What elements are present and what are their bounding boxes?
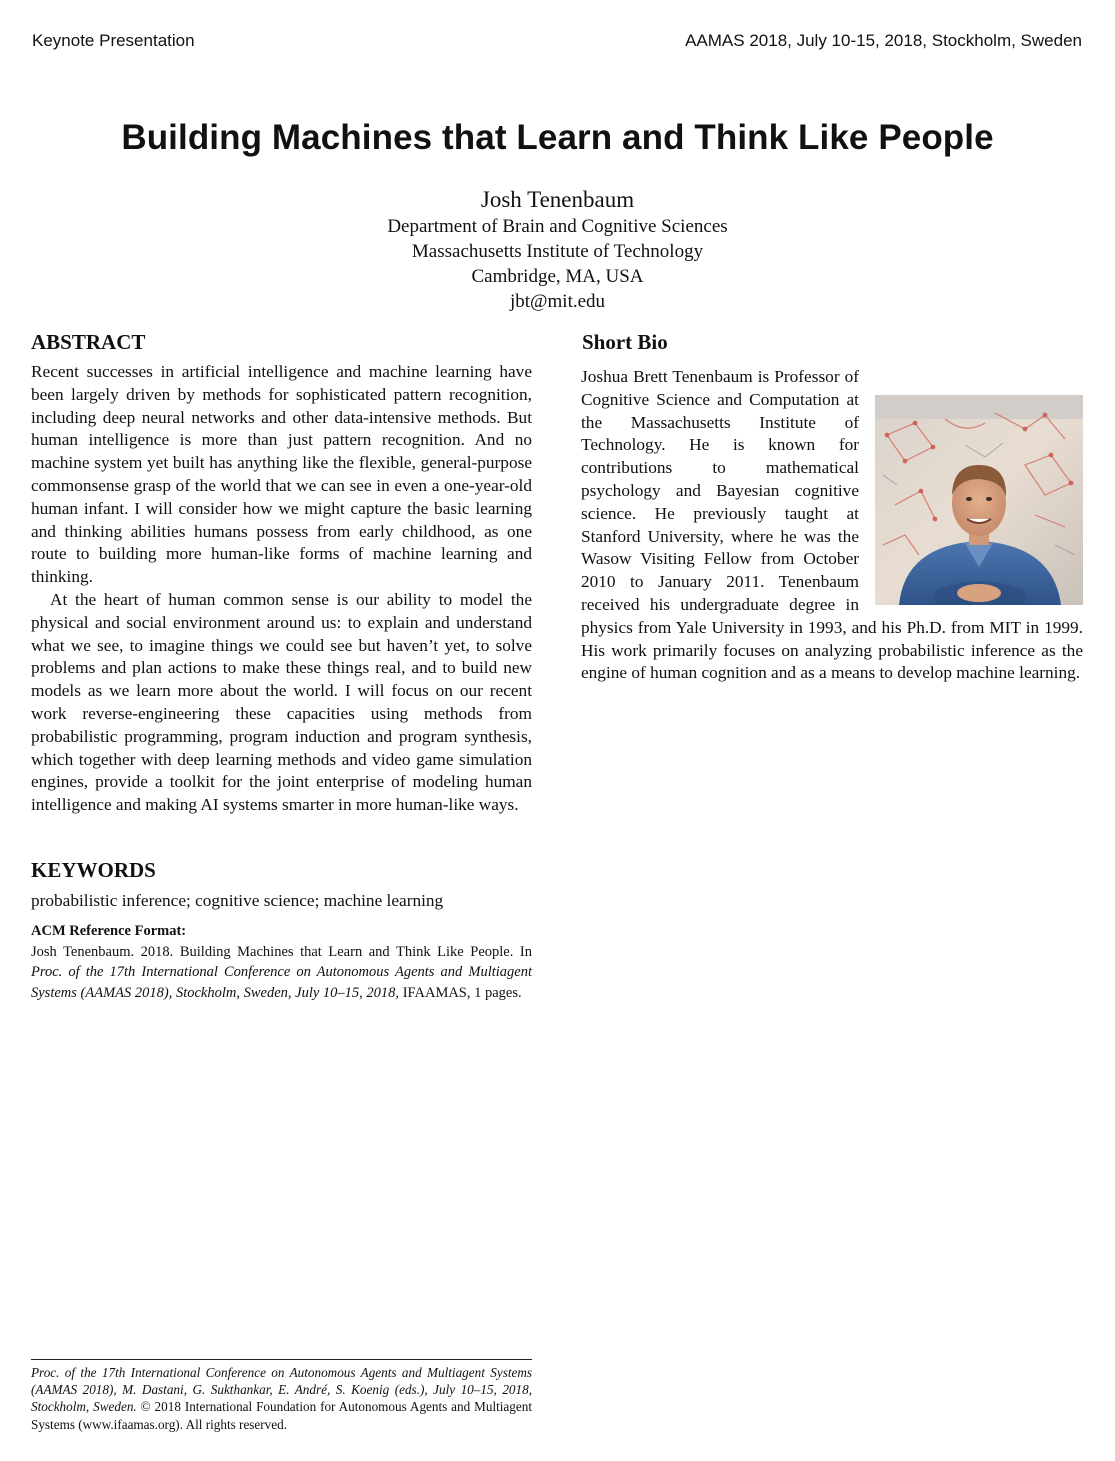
portrait-photo-icon — [875, 395, 1083, 605]
acm-reference-label: ACM Reference Format: — [31, 923, 187, 939]
author-email[interactable]: jbt@mit.edu — [509, 291, 606, 312]
footnote-plain: © 2018 International Foundation for Autonomous Agents and Multiagent Systems (www.ifaamas.org). All rights reserved. — [31, 1399, 532, 1432]
author-name: Josh Tenenbaum — [480, 187, 635, 212]
author-block — [0, 186, 1115, 314]
acm-reference-venue: Proc. of the 17th International Conference on Autonomous Agents and Multiagent Systems (AAMAS 2018), Stockholm, Sweden, July 10–15, 2018, — [31, 964, 532, 1001]
author-department: Department of Brain and Cognitive Sciences — [387, 216, 728, 237]
running-head-right: AAMAS 2018, July 10-15, 2018, Stockholm, Sweden — [685, 31, 1082, 50]
keywords-heading: KEYWORDS — [31, 858, 156, 882]
portrait-photo-illustration — [875, 395, 1083, 605]
bio-heading: Short Bio — [582, 330, 668, 354]
footnote-rule — [31, 1359, 532, 1360]
footnote-italic: Proc. of the 17th International Conference on Autonomous Agents and Multiagent Systems (AAMAS 2018), M. Dastani, G. Sukthankar, E. André, S. Koenig (eds.), July 10–15, 2018, Stockholm, Sweden. — [31, 1365, 532, 1415]
paper-title: Building Machines that Learn and Think Like People — [121, 118, 994, 157]
keywords-text: probabilistic inference; cognitive science; machine learning — [31, 891, 444, 910]
bio-body — [581, 366, 1083, 685]
acm-reference — [31, 921, 532, 1003]
abstract-body — [31, 361, 532, 817]
author-institution: Massachusetts Institute of Technology — [411, 241, 704, 262]
acm-reference-text — [31, 944, 532, 1001]
acm-reference-lead: Josh Tenenbaum. 2018. Building Machines that Learn and Think Like People. In — [31, 943, 532, 960]
abstract-paragraph-2: At the heart of human common sense is our ability to model the physical and social environment around us: to explain and understand what we see, to imagine things we could see but haven’t yet, to solve problems and plan actions to make these things real, and to build new models as we learn more about the world. I will focus on our recent work reverse-engineering these capacities using methods from probabilistic programming, program induction and program synthesis, which together with deep learning methods and video game simulation engines, provide a toolkit for the joint enterprise of modeling human intelligence and making AI systems smarter in more human-like ways. — [31, 589, 532, 815]
footnote — [31, 1364, 532, 1433]
bio-text: Joshua Brett Tenenbaum is Professor of Cognitive Science and Computation at the Massachusetts Institute of Technology. He is known for contributions to mathematical psychology and Bayesian cognitive science. He previously taught at Stanford University, where he was the Wasow Visiting Fellow from October 2010 to January 2011. Tenenbaum received his undergraduate degree in physics from Yale University in 1993, and his Ph.D. from MIT in 1999. His work primarily focuses on analyzing probabilistic inference as the engine of human cognition and as a means to develop machine learning. — [581, 367, 1083, 683]
author-location: Cambridge, MA, USA — [471, 266, 644, 287]
running-head-left: Keynote Presentation — [32, 31, 195, 50]
abstract-heading: ABSTRACT — [31, 330, 146, 354]
abstract-paragraph-1: Recent successes in artificial intelligence and machine learning have been largely driven by methods for sophisticated pattern recognition, including deep neural networks and other data-intensive methods. But human intelligence is more than just pattern recognition. And no machine system yet built has anything like the flexible, general-purpose commonsense grasp of the world that we can see in even a one-year-old human infant. I will consider how we might capture the basic learning and thinking abilities humans possess from early childhood, as one route to building more human-like forms of machine learning and thinking. — [31, 362, 532, 587]
acm-reference-tail: IFAAMAS, 1 pages. — [399, 984, 522, 1001]
